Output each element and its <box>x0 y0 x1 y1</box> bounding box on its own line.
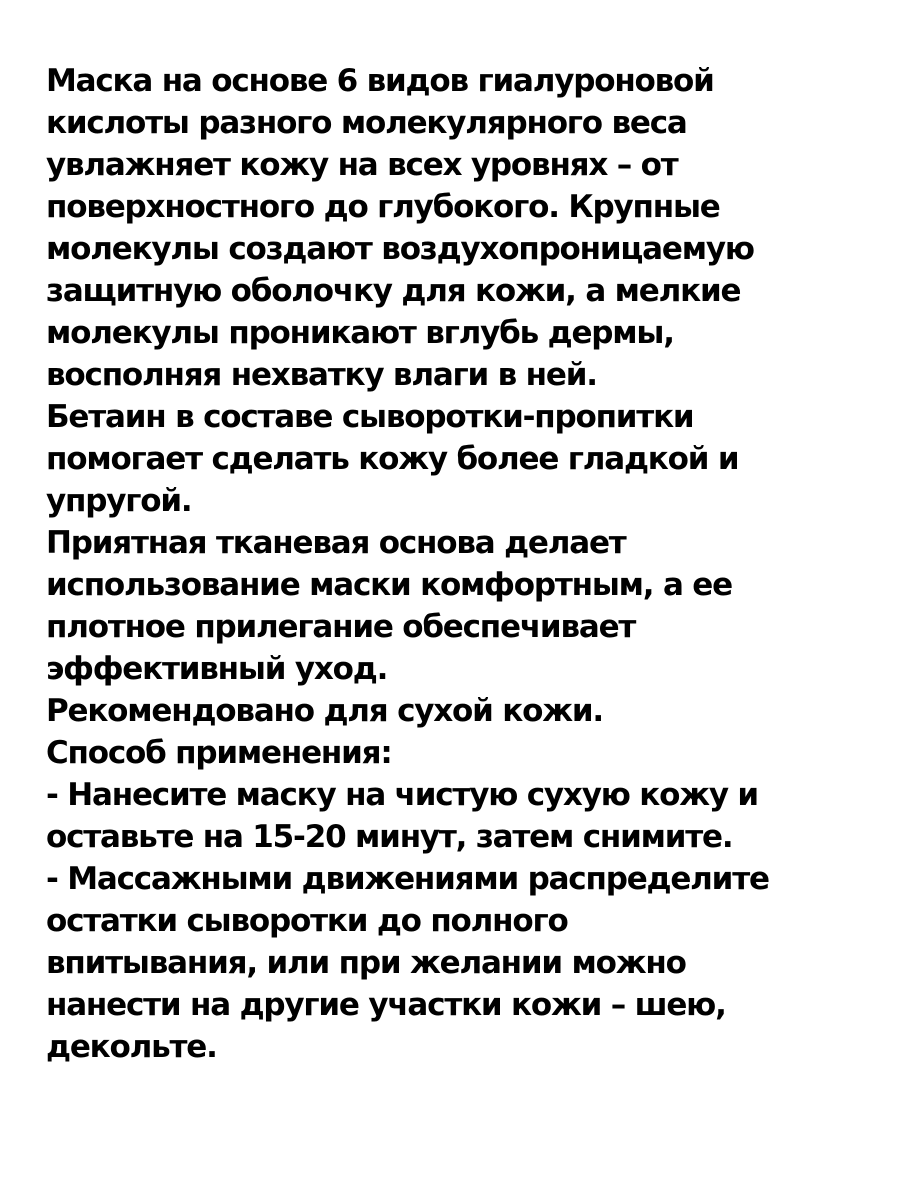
text-line: помогает сделать кожу более гладкой и <box>46 441 739 477</box>
usage-step-line: впитывания, или при желании можно <box>46 945 686 981</box>
usage-step-line: остатки сыворотки до полного <box>46 903 568 939</box>
usage-step-line: - Нанесите маску на чистую сухую кожу и <box>46 777 758 813</box>
product-description <box>46 60 886 1068</box>
text-line: молекулы создают воздухопроницаемую <box>46 231 754 267</box>
text-line: восполняя нехватку влаги в ней. <box>46 357 597 393</box>
text-line: молекулы проникают вглубь дермы, <box>46 315 674 351</box>
usage-step-line: оставьте на 15-20 минут, затем снимите. <box>46 819 733 855</box>
text-line: Рекомендовано для сухой кожи. <box>46 693 603 729</box>
usage-step-line: нанести на другие участки кожи – шею, <box>46 987 726 1023</box>
usage-step-line: - Массажными движениями распределите <box>46 861 769 897</box>
text-line: упругой. <box>46 483 192 519</box>
usage-step-line: декольте. <box>46 1029 217 1065</box>
text-line: кислоты разного молекулярного веса <box>46 105 687 141</box>
text-line: Приятная тканевая основа делает <box>46 525 626 561</box>
text-line: увлажняет кожу на всех уровнях – от <box>46 147 678 183</box>
usage-heading: Способ применения: <box>46 735 392 771</box>
text-line: защитную оболочку для кожи, а мелкие <box>46 273 741 309</box>
text-line: плотное прилегание обеспечивает <box>46 609 636 645</box>
text-line: эффективный уход. <box>46 651 388 687</box>
text-line: Маска на основе 6 видов гиалуроновой <box>46 63 714 99</box>
text-line: использование маски комфортным, а ее <box>46 567 732 603</box>
text-line: Бетаин в составе сыворотки-пропитки <box>46 399 694 435</box>
text-line: поверхностного до глубокого. Крупные <box>46 189 720 225</box>
